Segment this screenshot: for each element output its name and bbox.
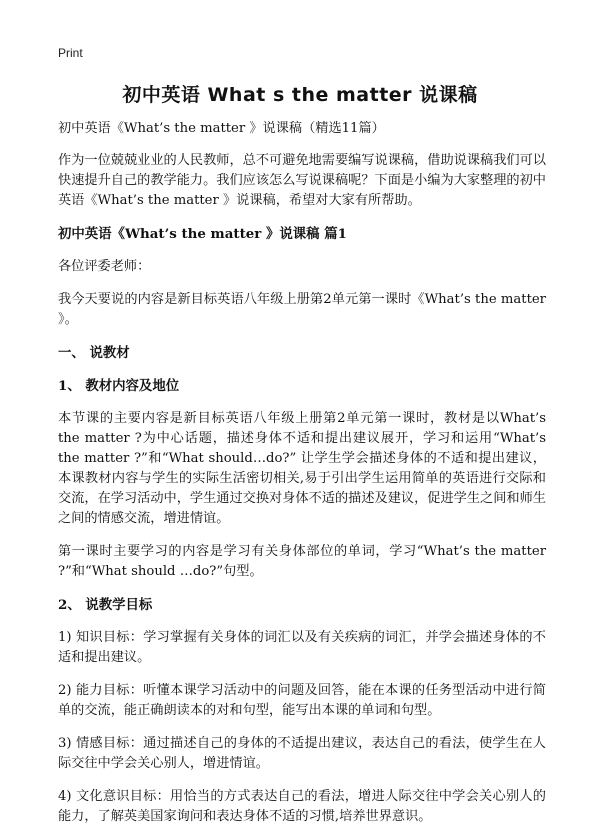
goal-knowledge: 1) 知识目标：学习掌握有关身体的词汇以及有关疾病的词汇，并学会描述身体的不适和提出建议。 — [58, 630, 546, 665]
goal-ability: 2) 能力目标：听懂本课学习活动中的问题及回答，能在本课的任务型活动中进行简单的交流，能正确朗读本的对和句型，能写出本课的单词和句型。 — [58, 683, 546, 718]
part1-paragraph-2: 第一课时主要学习的内容是学习有关身体部位的单词，学习“What’s the matter ?”和“What should …do?”句型。 — [58, 544, 546, 579]
greeting-paragraph: 各位评委老师： — [58, 259, 151, 274]
goal-emotion: 3) 情感目标：通过描述自己的身体的不适提出建议，表达自己的看法，使学生在人际交往中学会关心别人，增进情谊。 — [58, 736, 546, 771]
print-label[interactable]: Print — [58, 46, 83, 60]
part1-sub2-heading: 2、 说教学目标 — [58, 597, 153, 613]
document-subtitle: 初中英语《What’s the matter 》说课稿（精选11篇） — [58, 121, 385, 136]
document-title: 初中英语 What s the matter 说课稿 — [122, 84, 478, 106]
opening-paragraph: 我今天要说的内容是新目标英语八年级上册第2单元第一课时《What’s the matter 》。 — [58, 292, 546, 327]
goal-culture: 4) 文化意识目标：用恰当的方式表达自己的看法，增进人际交往中学会关心别人的能力，了解英美国家询问和表达身体不适的习惯,培养世界意识。 — [58, 789, 546, 824]
document-body — [58, 119, 546, 840]
intro-paragraph: 作为一位兢兢业业的人民教师，总不可避免地需要编写说课稿，借助说课稿我们可以快速提升自己的教学能力。我们应该怎么写说课稿呢？下面是小编为大家整理的初中英语《What’s the matter 》说课稿，希望对大家有所帮助。 — [58, 153, 546, 208]
part1-sub1-heading: 1、 教材内容及地位 — [58, 378, 180, 394]
part1-paragraph-1: 本节课的主要内容是新目标英语八年级上册第2单元第一课时，教材是以What’s the matter ?为中心话题，描述身体不适和提出建议展开，学习和运用“What’s the matter ?”和“What should…do?” 让学生学会描述身体的不适和提出建议，本课教材内容与学生的实际生活密切相关,易于引出学生运用简单的英语进行交际和交流，在学习活动中，学生通过交换对身体不适的描述及建议，促进学生之间和师生之间的情感交流，增进情谊。 — [58, 411, 546, 526]
part1-heading: 一、 说教材 — [58, 345, 130, 361]
section-heading: 初中英语《What’s the matter 》说课稿 篇1 — [58, 226, 347, 242]
